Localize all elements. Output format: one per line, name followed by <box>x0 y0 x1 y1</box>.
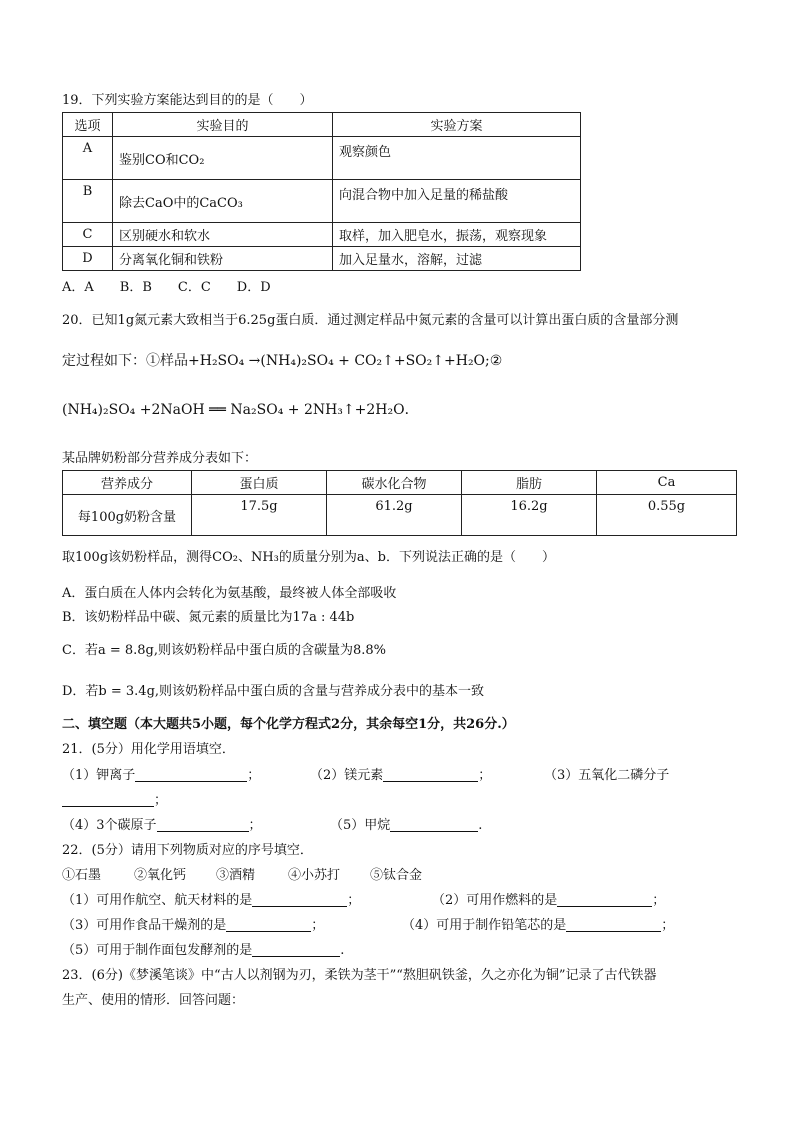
q22-part4-label: （4）可用于制作铅笔芯的是 <box>402 918 567 933</box>
q20-header: 蛋白质 <box>192 471 327 495</box>
q19-plan: 加入足量水，溶解，过滤 <box>333 247 581 271</box>
q22-item: ①石墨 <box>62 868 102 883</box>
q21-part4-label: （4）3个碳原子 <box>62 818 157 833</box>
answer-blank[interactable] <box>62 792 154 807</box>
q22-item: ③酒精 <box>216 868 256 883</box>
q20-header: 碳水化合物 <box>327 471 462 495</box>
punctuation: . <box>340 943 345 958</box>
q19-plan: 取样，加入肥皂水，振荡，观察现象 <box>333 223 581 247</box>
q20-stem-line2: 定过程如下：①样品+H₂SO₄ →(NH₄)₂SO₄ + CO₂↑+SO₂↑+H₂O;② <box>62 353 503 369</box>
q19-stem: 19．下列实验方案能达到目的的是（ ） <box>62 93 313 108</box>
q21-part4 <box>62 817 262 835</box>
q20-value-carbohydrate: 61.2g <box>327 495 462 536</box>
q21-part3-answer <box>62 792 167 810</box>
answer-blank[interactable] <box>566 917 661 932</box>
punctuation: ； <box>154 793 168 808</box>
q19-option: A <box>63 137 113 180</box>
q19-header-plan: 实验方案 <box>333 113 581 137</box>
q19-option: D <box>63 247 113 271</box>
q22-part1 <box>62 892 360 910</box>
q20-value-calcium: 0.55g <box>597 495 737 536</box>
table-row <box>63 180 581 223</box>
q20-header: 营养成分 <box>63 471 192 495</box>
q20-option-b: B．该奶粉样品中碳、氮元素的质量比为17a : 44b <box>62 610 355 625</box>
q20-row-label: 每100g奶粉含量 <box>63 495 192 536</box>
table-row <box>63 247 581 271</box>
q21-part1-label: （1）钾离子 <box>62 768 136 783</box>
q19-header-goal: 实验目的 <box>113 113 333 137</box>
q20-table-intro: 某品牌奶粉部分营养成分表如下： <box>62 451 258 466</box>
q19-option: B <box>63 180 113 223</box>
q21-part1 <box>62 767 260 785</box>
section-title: 二、填空题（本大题共5小题，每个化学方程式2分，其余每空1分，共26分.） <box>62 717 515 732</box>
q19-goal: 区别硬水和软水 <box>113 223 333 247</box>
q23-line2: 生产、使用的情形．回答问题： <box>62 993 245 1008</box>
q20-value-protein: 17.5g <box>192 495 327 536</box>
table-row <box>63 495 737 536</box>
punctuation: ； <box>478 768 492 783</box>
q20-option-d: D．若b = 3.4g,则该奶粉样品中蛋白质的含量与营养成分表中的基本一致 <box>62 684 485 699</box>
q19-option: C <box>63 223 113 247</box>
q19-plan: 向混合物中加入足量的稀盐酸 <box>333 180 581 223</box>
q21-part5 <box>330 817 482 835</box>
q21-stem: 21．(5分）用化学用语填空． <box>62 742 235 757</box>
table-row <box>63 137 581 180</box>
q19-goal: 鉴别CO和CO₂ <box>113 137 333 180</box>
q20-header: Ca <box>597 471 737 495</box>
punctuation: ； <box>661 918 675 933</box>
q22-part2-label: （2）可用作燃料的是 <box>432 893 558 908</box>
q20-option-a: A．蛋白质在人体内会转化为氨基酸，最终被人体全部吸收 <box>62 586 397 601</box>
q22-part1-label: （1）可用作航空、航天材料的是 <box>62 893 253 908</box>
punctuation: ； <box>347 893 361 908</box>
q22-part4 <box>402 917 674 935</box>
q22-part3 <box>62 917 324 935</box>
answer-blank[interactable] <box>390 817 478 832</box>
answer-blank[interactable] <box>557 892 652 907</box>
q22-item: ②氧化钙 <box>134 868 187 883</box>
q23-line1: 23．(6分)《梦溪笔谈》中“古人以剂钢为刃，柔铁为茎干”“熬胆矾铁釜，久之亦化为铜”记录了古代铁器 <box>62 968 657 983</box>
punctuation: . <box>478 818 483 833</box>
q20-header: 脂肪 <box>462 471 597 495</box>
q19-table <box>62 112 581 271</box>
punctuation: ； <box>311 918 325 933</box>
q19-choices: A．A B．B C．C D．D <box>62 280 271 295</box>
q22-part2 <box>432 892 665 910</box>
punctuation: ； <box>248 818 262 833</box>
answer-blank[interactable] <box>226 917 311 932</box>
q19-goal: 除去CaO中的CaCO₃ <box>113 180 333 223</box>
q20-stem-line3: (NH₄)₂SO₄ +2NaOH ══ Na₂SO₄ + 2NH₃↑+2H₂O． <box>62 402 419 418</box>
q22-stem: 22．(5分）请用下列物质对应的序号填空． <box>62 843 313 858</box>
answer-blank[interactable] <box>252 892 347 907</box>
answer-blank[interactable] <box>135 767 247 782</box>
q22-part3-label: （3）可用作食品干燥剂的是 <box>62 918 227 933</box>
q22-item: ⑤钛合金 <box>370 868 423 883</box>
q20-value-fat: 16.2g <box>462 495 597 536</box>
q22-part5-label: （5）可用于制作面包发酵剂的是 <box>62 943 253 958</box>
q19-header-option: 选项 <box>63 113 113 137</box>
table-row <box>63 223 581 247</box>
q20-nutrition-table <box>62 470 737 536</box>
q21-part2-label: （2）镁元素 <box>310 768 384 783</box>
q22-item: ④小苏打 <box>288 868 341 883</box>
q20-question: 取100g该奶粉样品，测得CO₂、NH₃的质量分别为a、b．下列说法正确的是（ ） <box>62 550 555 565</box>
punctuation: ； <box>247 768 261 783</box>
q21-part2 <box>310 767 491 785</box>
q20-option-c: C．若a = 8.8g,则该奶粉样品中蛋白质的含碳量为8.8% <box>62 643 387 658</box>
answer-blank[interactable] <box>157 817 249 832</box>
answer-blank[interactable] <box>252 942 340 957</box>
answer-blank[interactable] <box>383 767 478 782</box>
q22-part5 <box>62 942 344 960</box>
punctuation: ； <box>652 893 666 908</box>
q21-part5-label: （5）甲烷 <box>330 818 391 833</box>
q19-goal: 分离氧化铜和铁粉 <box>113 247 333 271</box>
q20-stem-line1: 20．已知1g氮元素大致相当于6.25g蛋白质．通过测定样品中氮元素的含量可以计算出蛋白质的含量部分测 <box>62 313 679 328</box>
q19-plan: 观察颜色 <box>333 137 581 180</box>
q21-part3: （3）五氧化二磷分子 <box>544 768 670 783</box>
